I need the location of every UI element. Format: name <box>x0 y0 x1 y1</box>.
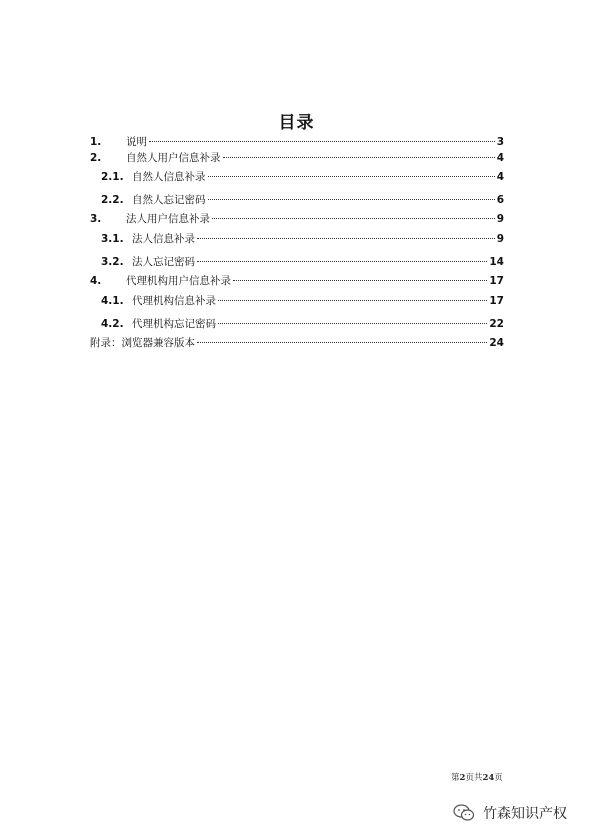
toc-entry-label: 代理机构用户信息补录 <box>126 275 231 287</box>
toc-entry-page: 4 <box>496 171 504 183</box>
toc-entry-label: 自然人信息补录 <box>132 171 206 183</box>
toc-entry-label: 法人用户信息补录 <box>126 213 210 225</box>
toc-entry[interactable] <box>101 317 504 331</box>
toc-entry-page: 17 <box>489 275 504 287</box>
toc-entry-page: 6 <box>496 194 504 206</box>
toc-leader <box>223 157 495 158</box>
toc-entry-label: 自然人忘记密码 <box>132 194 206 206</box>
toc-entry-page: 9 <box>496 213 504 225</box>
toc-entry[interactable] <box>90 274 504 288</box>
toc-entry[interactable] <box>101 170 504 184</box>
toc-entry-page: 3 <box>496 136 504 148</box>
toc-leader <box>208 199 495 200</box>
wechat-icon <box>453 804 475 822</box>
toc-entry-label: 代理机构忘记密码 <box>132 318 216 330</box>
footer-middle: 页共 <box>465 773 483 783</box>
watermark <box>453 803 567 823</box>
toc-title: 目录 <box>278 113 315 133</box>
toc-entry[interactable] <box>90 135 504 149</box>
toc-leader <box>212 218 495 219</box>
toc-entry-number: 1. <box>90 136 102 148</box>
toc-leader <box>233 280 487 281</box>
toc-entry[interactable] <box>90 212 504 226</box>
toc-entry-number: 4.1. <box>101 295 124 307</box>
toc-leader <box>197 261 487 262</box>
toc-leader <box>197 342 487 343</box>
footer-current-page: 2 <box>459 773 466 783</box>
toc-entry-page: 22 <box>489 318 504 330</box>
toc-entry-number: 4. <box>90 275 102 287</box>
toc-entry-label: 说明 <box>126 136 147 148</box>
toc-entry-number: 2.2. <box>101 194 124 206</box>
toc-entry-number: 3.2. <box>101 256 124 268</box>
toc-entry-number: 4.2. <box>101 318 124 330</box>
toc-leader <box>218 323 487 324</box>
toc-entry[interactable] <box>101 255 504 269</box>
toc-entry[interactable] <box>90 336 504 350</box>
page-footer <box>451 771 503 783</box>
watermark-text: 竹森知识产权 <box>483 806 567 822</box>
toc-entry[interactable] <box>101 232 504 246</box>
toc-entry-number: 3. <box>90 213 102 225</box>
toc-leader <box>197 238 495 239</box>
toc-entry-page: 4 <box>496 152 504 164</box>
toc-entry-label: 代理机构信息补录 <box>132 295 216 307</box>
footer-total-pages: 24 <box>482 773 495 783</box>
toc-leader <box>149 141 495 142</box>
toc-entry-label: 法人忘记密码 <box>132 256 195 268</box>
footer-prefix: 第 <box>451 773 460 783</box>
toc-entry-page: 24 <box>489 337 504 349</box>
toc-leader <box>208 176 495 177</box>
toc-entry-label: 自然人用户信息补录 <box>126 152 221 164</box>
toc-entry[interactable] <box>90 151 504 165</box>
toc-entry[interactable] <box>101 193 504 207</box>
toc-entry-number: 3.1. <box>101 233 124 245</box>
toc-entry-label: 附录：浏览器兼容版本 <box>90 337 195 349</box>
toc-entry[interactable] <box>101 294 504 308</box>
footer-suffix: 页 <box>494 773 503 783</box>
toc-entry-number: 2.1. <box>101 171 124 183</box>
toc-entry-page: 9 <box>496 233 504 245</box>
toc-entry-label: 法人信息补录 <box>132 233 195 245</box>
toc-leader <box>218 300 487 301</box>
toc-entry-number: 2. <box>90 152 102 164</box>
toc-entry-page: 14 <box>489 256 504 268</box>
toc-entry-page: 17 <box>489 295 504 307</box>
